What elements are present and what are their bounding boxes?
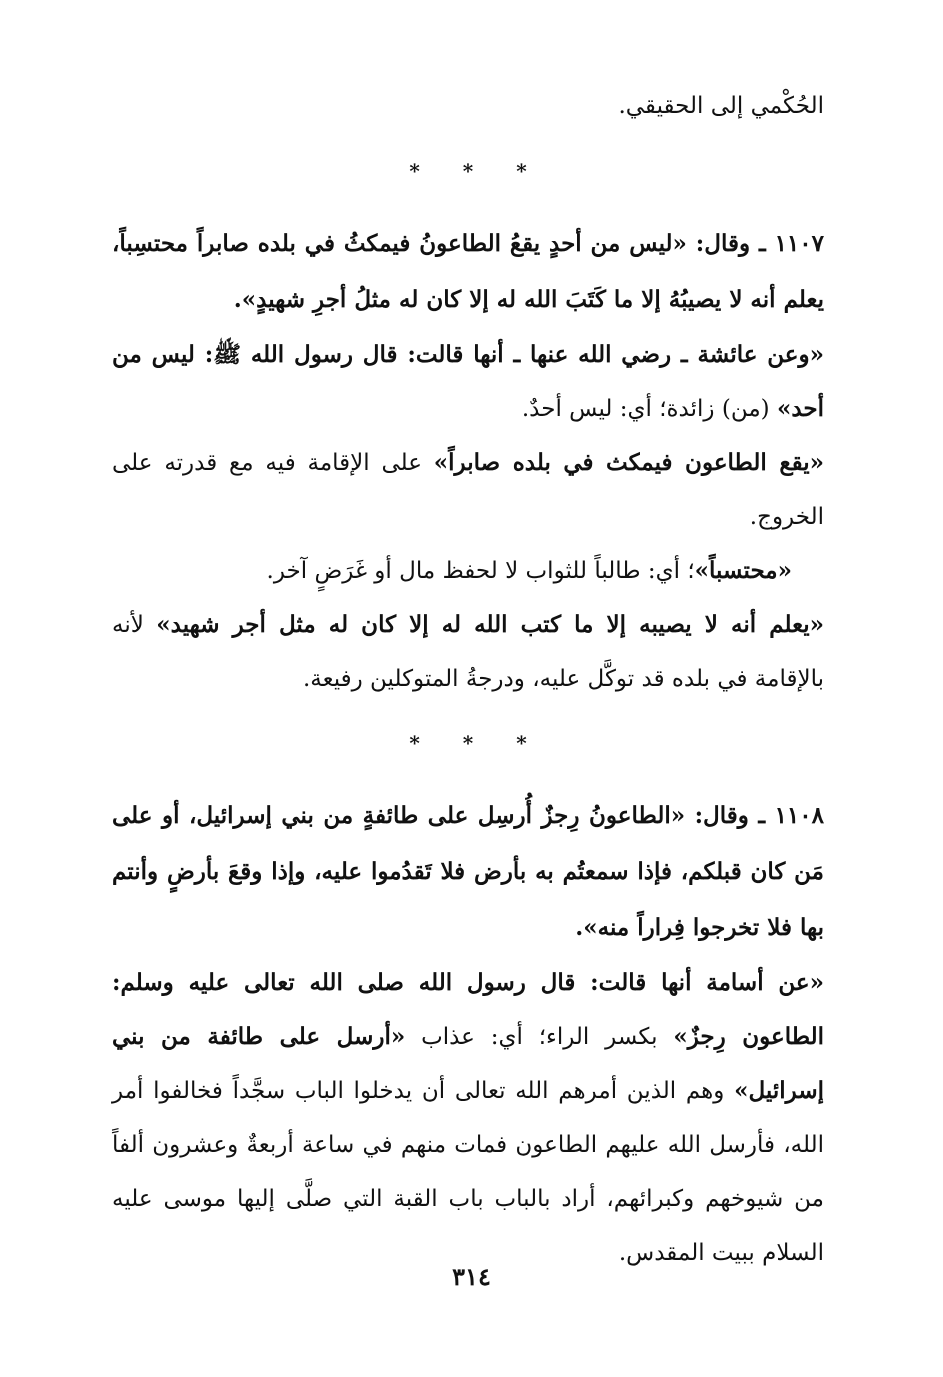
commentary-text: ؛ أي: طالباً للثواب لا لحفظ مال أو غَرَضٍ آخر. [266,558,695,584]
quoted-text: «يقع الطاعون فيمكث في بلده صابراً» [433,449,824,476]
commentary-1107-1 [112,328,824,436]
commentary-1107-3 [112,544,824,598]
commentary-text: (من) زائدة؛ أي: ليس أحدٌ. [521,396,777,422]
page-body [112,78,824,1308]
quoted-text: «أرسل على طائفة من بني إسرائيل» [112,1023,824,1104]
hadith-number: ١١٠٨ ـ وقال: [685,802,824,829]
section-separator: * * * [409,731,545,755]
hadith-text: «الطاعونُ رِجزٌ أُرسِل على طائفةٍ من بني إسرائيل، أو على مَن كان قبلكم، فإذا سمعتُم به بأرض فلا تَقدُموا عليه، وإذا وقعَ بأرضٍ وأنتم بها فلا تخرجوا فِراراً منه». [112,802,824,941]
quoted-text: «يعلم أنه لا يصيبه إلا ما كتب الله له إلا كان له مثل أجر شهيد» [156,611,824,638]
commentary-1107-4 [112,598,824,706]
hadith-text: «ليس من أحدٍ يقعُ الطاعونُ فيمكثُ في بلده صابراً محتسِباً، يعلم أنه لا يصيبُهُ إلا ما كَتَبَ الله له إلا كان له مثلُ أجرِ شهيدٍ». [112,230,824,313]
quoted-text: «محتسباً» [694,557,792,584]
section-separator: * * * [409,159,545,183]
quoted-text: «وعن عائشة ـ رضي الله عنها ـ أنها قالت: قال رسول الله ﷺ: ليس من أحد» [112,341,824,422]
quoted-text: «عن أسامة أنها قالت: قال رسول الله صلى الله تعالى عليه وسلم: الطاعون رِجزٌ» [112,969,825,1050]
commentary-1108-1 [112,956,824,1280]
commentary-text: وهم الذين أمرهم الله تعالى أن يدخلوا الباب سجَّداً فخالفوا أمر الله، فأرسل الله عليهم الطاعون فمات منهم في ساعة أربعةٌ وعشرون ألفاً من شيوخهم وكبرائهم، أراد بالباب باب القبة التي صلَّى إليها موسى عليه السلام ببيت المقدس. [112,1078,824,1266]
hadith-1108 [112,788,824,956]
hadith-number: ١١٠٧ ـ وقال: [686,230,824,257]
commentary-text: بكسر الراء؛ أي: عذاب [405,1024,674,1050]
commentary-text: على الإقامة فيه مع قدرته على الخروج. [112,450,824,530]
hadith-1107 [112,216,824,328]
continuation-line: الحُكْمي إلى الحقيقي. [618,93,824,119]
commentary-1107-2 [112,436,824,544]
commentary-text: لأنه بالإقامة في بلده قد توكَّل عليه، ودرجةُ المتوكلين رفيعة. [112,612,824,692]
page-number: ٣١٤ [452,1262,491,1291]
